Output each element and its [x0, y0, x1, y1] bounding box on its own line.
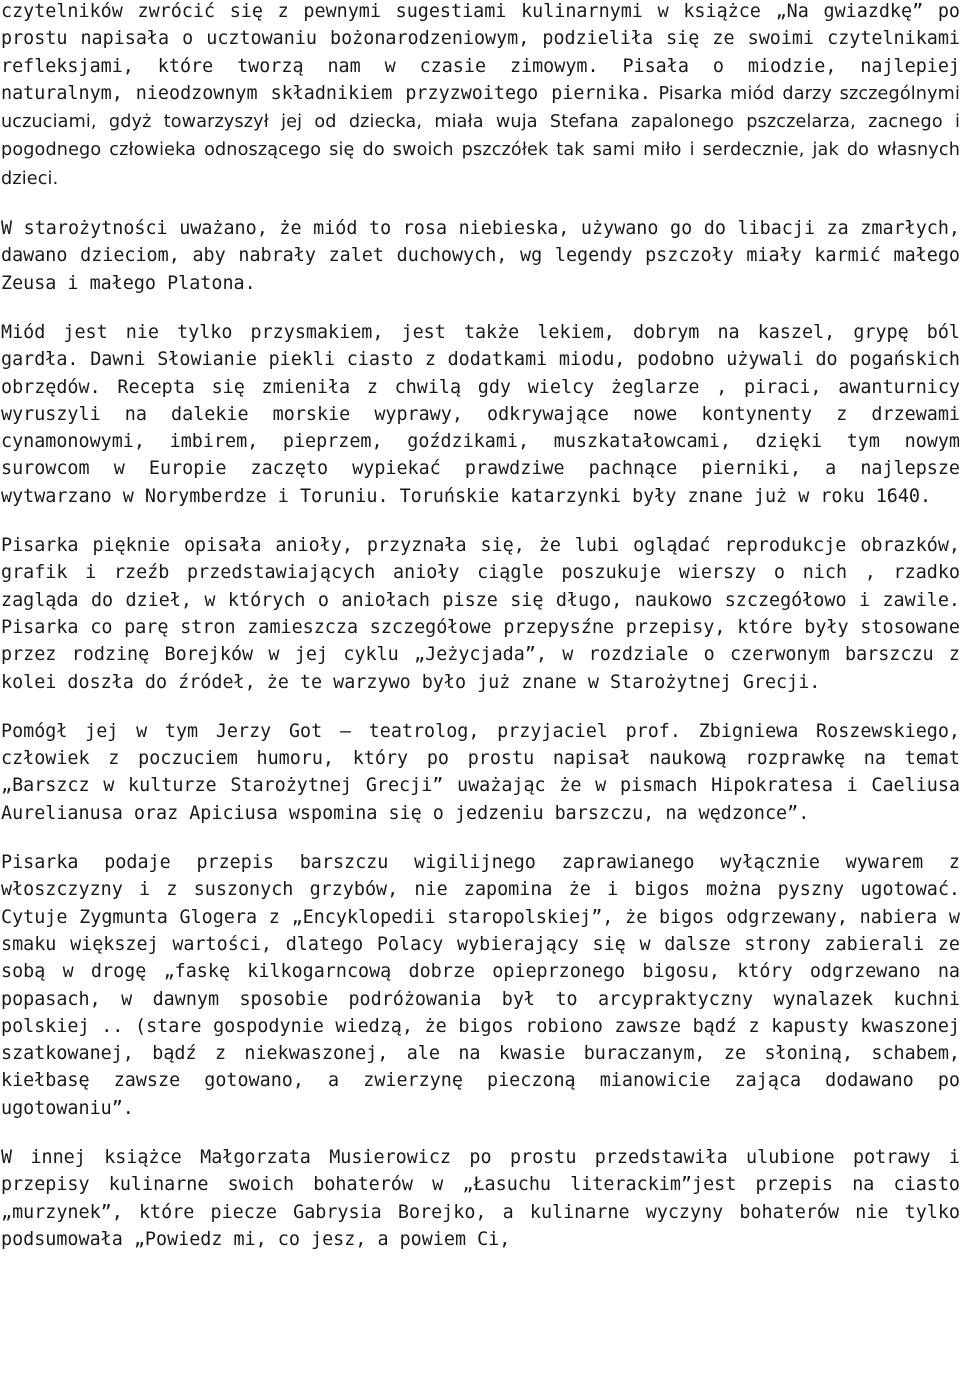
- paragraph-text: Pomógł jej w tym Jerzy Got – teatrolog, przyjaciel prof. Zbigniewa Roszewskiego, człowiek z poczuciem humoru, który po prostu napisał naukową rozprawkę na temat „Barszcz w kulturze Starożytnej Grecji” uważając że w pismach Hipokratesa i Caeliusa Aurelianusa oraz Apiciusa wspomina się o jedzeniu barszczu, na wędzonce”.: [1, 720, 960, 824]
- paragraph: [1, 718, 960, 827]
- paragraph-text: Pisarka pięknie opisała anioły, przyznała się, że lubi oglądać reprodukcje obrazków, grafik i rzeźb przedstawiających anioły ciągle poszukuje wierszy o nich , rzadko zagląda do dzieł, w których o aniołach pisze się długo, naukowo szczegółowo i zawile. Pisarka co parę stron zamieszcza szczegółowe przepysźne przepisy, które były stosowane przez rodzinę Borejków w jej cyklu „Jeżycjada”, w rozdziale o czerwonym barszczu z kolei doszła do źródeł, że te warzywo było już znane w Starożytnej Grecji.: [1, 535, 960, 693]
- paragraph-text: Miód jest nie tylko przysmakiem, jest także lekiem, dobrym na kaszel, grypę ból gardła. Dawni Słowianie piekli ciasto z dodatkami miodu, podobno używali do pogańskich obrzędów. Recepta się zmieniła z chwilą gdy wielcy żeglarze , piraci, awanturnicy wyruszyli na dalekie morskie wyprawy, odkrywające nowe kontynenty z drzewami cynamonowymi, imbirem, pieprzem, goździkami, muszkatałowcami, dzięki tym nowym surowcom w Europie zaczęto wypiekać prawdziwe pachnące pierniki, a najlepsze wytwarzano w Norymberdze i Toruniu. Toruńskie katarzynki były znane już w roku 1640.: [1, 321, 960, 507]
- paragraph: [1, 215, 960, 297]
- paragraph: [1, 849, 960, 1122]
- paragraph: [1, 0, 960, 193]
- paragraph: [1, 319, 960, 510]
- paragraph-text: Pisarka miód darzy szczególnymi uczuciami, gdyż towarzyszył jej od dziecka, miała wuja Stefana zapalonego pszczelarza, zacnego i pogodnego człowieka odnoszącego się do swoich pszczółek tak sami miło i serdecznie, jak do własnych dzieci.: [1, 83, 960, 189]
- paragraph-text: W innej książce Małgorzata Musierowicz po prostu przedstawiła ulubione potrawy i przepisy kulinarne swoich bohaterów w „Łasuchu literackim”jest przepis na ciasto „murzynek”, które piecze Gabrysia Borejko, a kulinarne wyczyny bohaterów nie tylko podsumowała „Powiedz mi, co jesz, a powiem Ci,: [1, 1146, 960, 1250]
- paragraph-text: czytelników zwrócić się z pewnymi sugestiami kulinarnymi w książce „Na gwiazdkę” po prostu napisała o ucztowaniu bożonarodzeniowym, podzieliła się ze swoimi czytelnikami refleksjami, które tworzą nam w czasie zimowym. Pisała o miodzie, najlepiej naturalnym, nieodzownym składnikiem przyzwoitego piernika.: [1, 1, 960, 104]
- paragraph-text: Pisarka podaje przepis barszczu wigilijnego zaprawianego wyłącznie wywarem z włoszczyzny i z suszonych grzybów, nie zapomina że i bigos można pyszny ugotować. Cytuje Zygmunta Glogera z „Encyklopedii staropolskiej”, że bigos odgrzewany, nabiera w smaku większej wartości, dlatego Polacy wybierający się w dalsze strony zabierali ze sobą w drogę „faskę kilkogarncową dobrze opieprzonego bigosu, który odgrzewano na popasach, w dawnym sposobie podróżowania był to arcypraktyczny wynalazek kuchni polskiej .. (stare gospodynie wiedzą, że bigos robiono zawsze bądź z kapusty kwaszonej szatkowanej, bądź z niekwaszonej, ale na kwasie buraczanym, ze słoniną, schabem, kiełbasę zawsze gotowano, a zwierzynę pieczoną mianowicie zająca dodawano po ugotowaniu”.: [1, 852, 960, 1119]
- paragraph: [1, 1144, 960, 1253]
- paragraph-text: W starożytności uważano, że miód to rosa niebieska, używano go do libacji za zmarłych, dawano dzieciom, aby nabrały zalet duchowych, wg legendy pszczoły miały karmić małego Zeusa i małego Platona.: [1, 218, 960, 294]
- paragraph: [1, 532, 960, 696]
